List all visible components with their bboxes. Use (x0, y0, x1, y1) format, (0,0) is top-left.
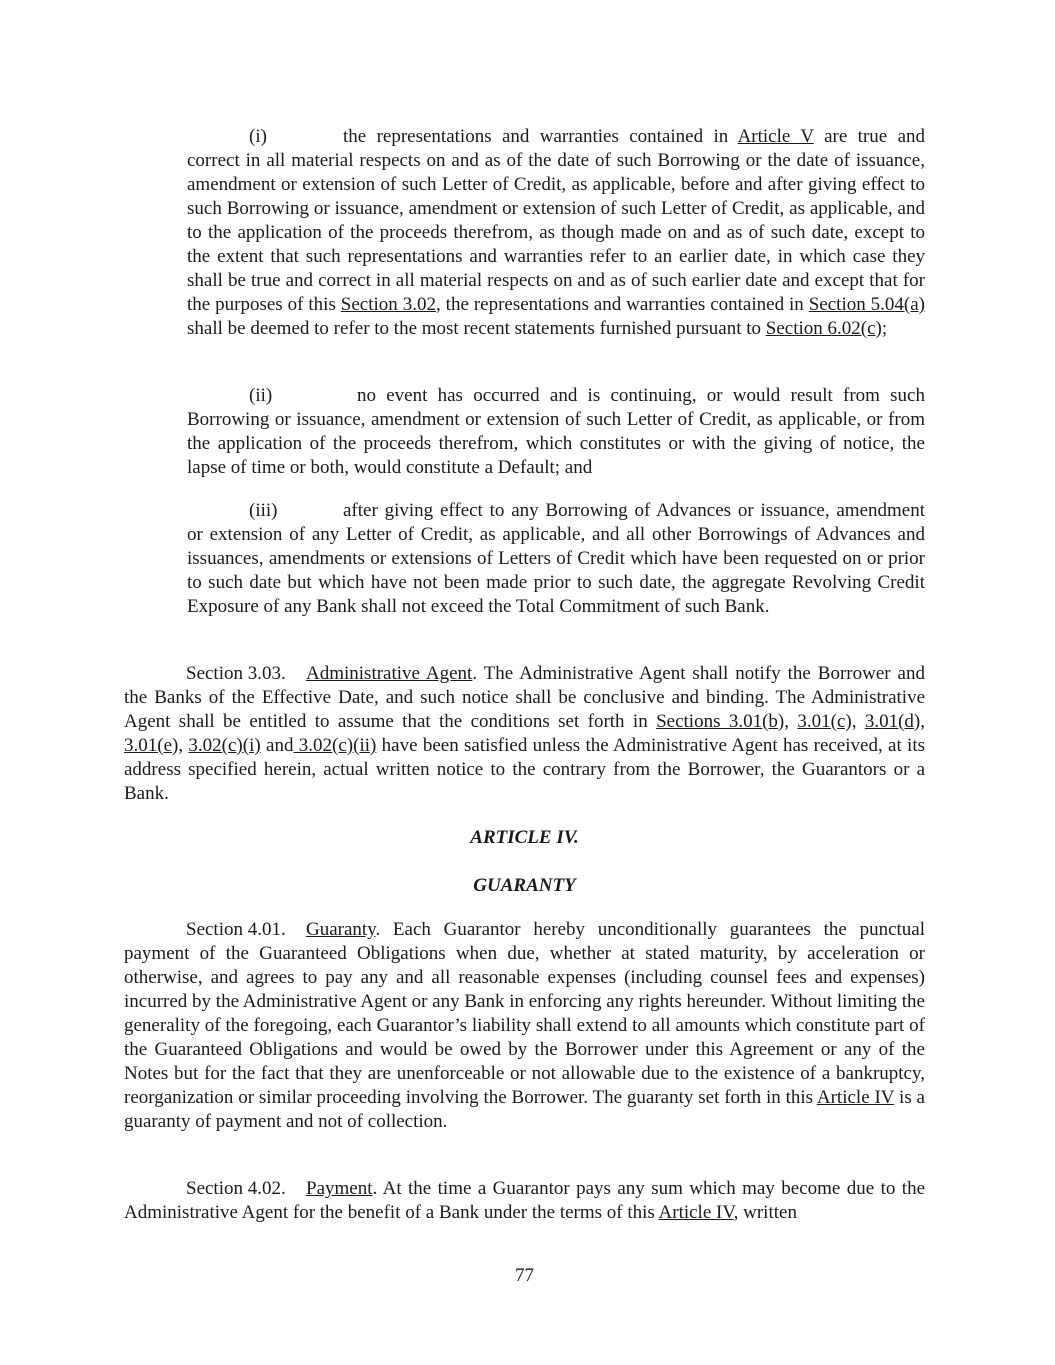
section-6-02c-reference[interactable]: Section 6.02(c) (765, 318, 882, 339)
clause-i: (i) the representations and warranties contained in Article V are true and correct in all material respects on and as of the date of such Borrowing or the date of issuance, amendment or extension of such Letter of Credit, as applicable, before and after giving effect to such Borrowing or issuance, amendment or extension of such Letter of Credit, as applicable, and to the application of the proceeds therefrom, as though made on and as of such date, except to the extent that such representations and warranties refer to an earlier date, in which case they shall be true and correct in all material respects on and as of such earlier date and except that for the purposes of this Section 3.02, the representations and warranties contained in Section 5.04(a) shall be deemed to refer to the most recent statements furnished pursuant to Section 6.02(c); (187, 126, 926, 339)
section-3-03-number: Section 3.03. (186, 663, 286, 684)
section-3-03: Section 3.03. Administrative Agent. The Administrative Agent shall notify the Borrower and the Banks of the Effective Date, and such notice shall be conclusive and binding. The Administrative Agent shall be entitled to assume that the conditions set forth in Sections 3.01(b), 3.01(c), 3.01(d), 3.01(e), 3.02(c)(i) and 3.02(c)(ii) have been satisfied unless the Administrative Agent has received, at its address specified herein, actual written notice to the contrary from the Borrower, the Guarantors or a Bank. (124, 663, 926, 804)
section-3-01e-reference[interactable]: 3.01(e), (124, 735, 184, 756)
clause-iii-label: (iii) (249, 500, 278, 521)
section-3-01d-reference[interactable]: 3.01(d), (864, 711, 926, 732)
article-v-reference[interactable]: Article V (737, 126, 814, 147)
section-4-02-title: Payment (306, 1178, 373, 1199)
article-number: ARTICLE IV. (470, 827, 579, 848)
clause-ii: (ii) no event has occurred and is continuing, or would result from such Borrowing or issuance, amendment or extension of such Letter of Credit, as applicable, or from the application of the proceeds therefrom, which constitutes or with the giving of notice, the lapse of time or both, would constitute a Default; and (187, 385, 925, 478)
section-4-01: Section 4.01. Guaranty. Each Guarantor hereby unconditionally guarantees the punctual payment of the Guaranteed Obligations when due, whether at stated maturity, by acceleration or otherwise, and agrees to pay any and all reasonable expenses (including counsel fees and expenses) incurred by the Administrative Agent or any Bank in enforcing any rights hereunder. Without limiting the generality of the foregoing, each Guarantor’s liability shall extend to all amounts which constitute part of the Guaranteed Obligations and would be owed by the Borrower under this Agreement or any of the Notes but for the fact that they are unenforceable or not allowable due to the existence of a bankruptcy, reorganization or similar proceeding involving the Borrower. The guaranty set forth in this Article IV is a guaranty of payment and not of collection. (124, 919, 925, 1132)
article-iv-reference[interactable]: Article IV (816, 1087, 895, 1108)
section-3-03-title: Administrative Agent (306, 663, 473, 684)
section-4-01-number: Section 4.01. (186, 919, 286, 940)
section-4-01-title: Guaranty (306, 919, 376, 940)
clause-i-label: (i) (249, 126, 267, 147)
article-title: GUARANTY (473, 875, 576, 896)
section-4-02-number: Section 4.02. (186, 1178, 286, 1199)
section-3-02ci-reference[interactable]: 3.02(c)(i) (188, 735, 261, 756)
page-number: 77 (515, 1265, 534, 1286)
clause-iii: (iii) after giving effect to any Borrowing of Advances or issuance, amendment or extension of any Letter of Credit, as applicable, and all other Borrowings of Advances and issuances, amendments or extensions of Letters of Credit which have been requested on or prior to such date but which have not been made prior to such date, the aggregate Revolving Credit Exposure of any Bank shall not exceed the Total Commitment of such Bank. (187, 500, 925, 617)
section-3-02-reference[interactable]: Section 3.02 (340, 294, 436, 315)
section-3-01b-reference[interactable]: Sections 3.01(b), (656, 711, 790, 732)
section-3-01c-reference[interactable]: 3.01(c), (797, 711, 857, 732)
clause-ii-label: (ii) (249, 385, 273, 406)
section-5-04a-reference[interactable]: Section 5.04(a) (808, 294, 926, 315)
article-iv-reference[interactable]: Article IV (658, 1202, 734, 1223)
section-4-02: Section 4.02. Payment. At the time a Guarantor pays any sum which may become due to the Administrative Agent for the benefit of a Bank under the terms of this Article IV, written (124, 1178, 925, 1223)
section-3-02cii-reference[interactable]: 3.02(c)(ii) (293, 735, 377, 756)
